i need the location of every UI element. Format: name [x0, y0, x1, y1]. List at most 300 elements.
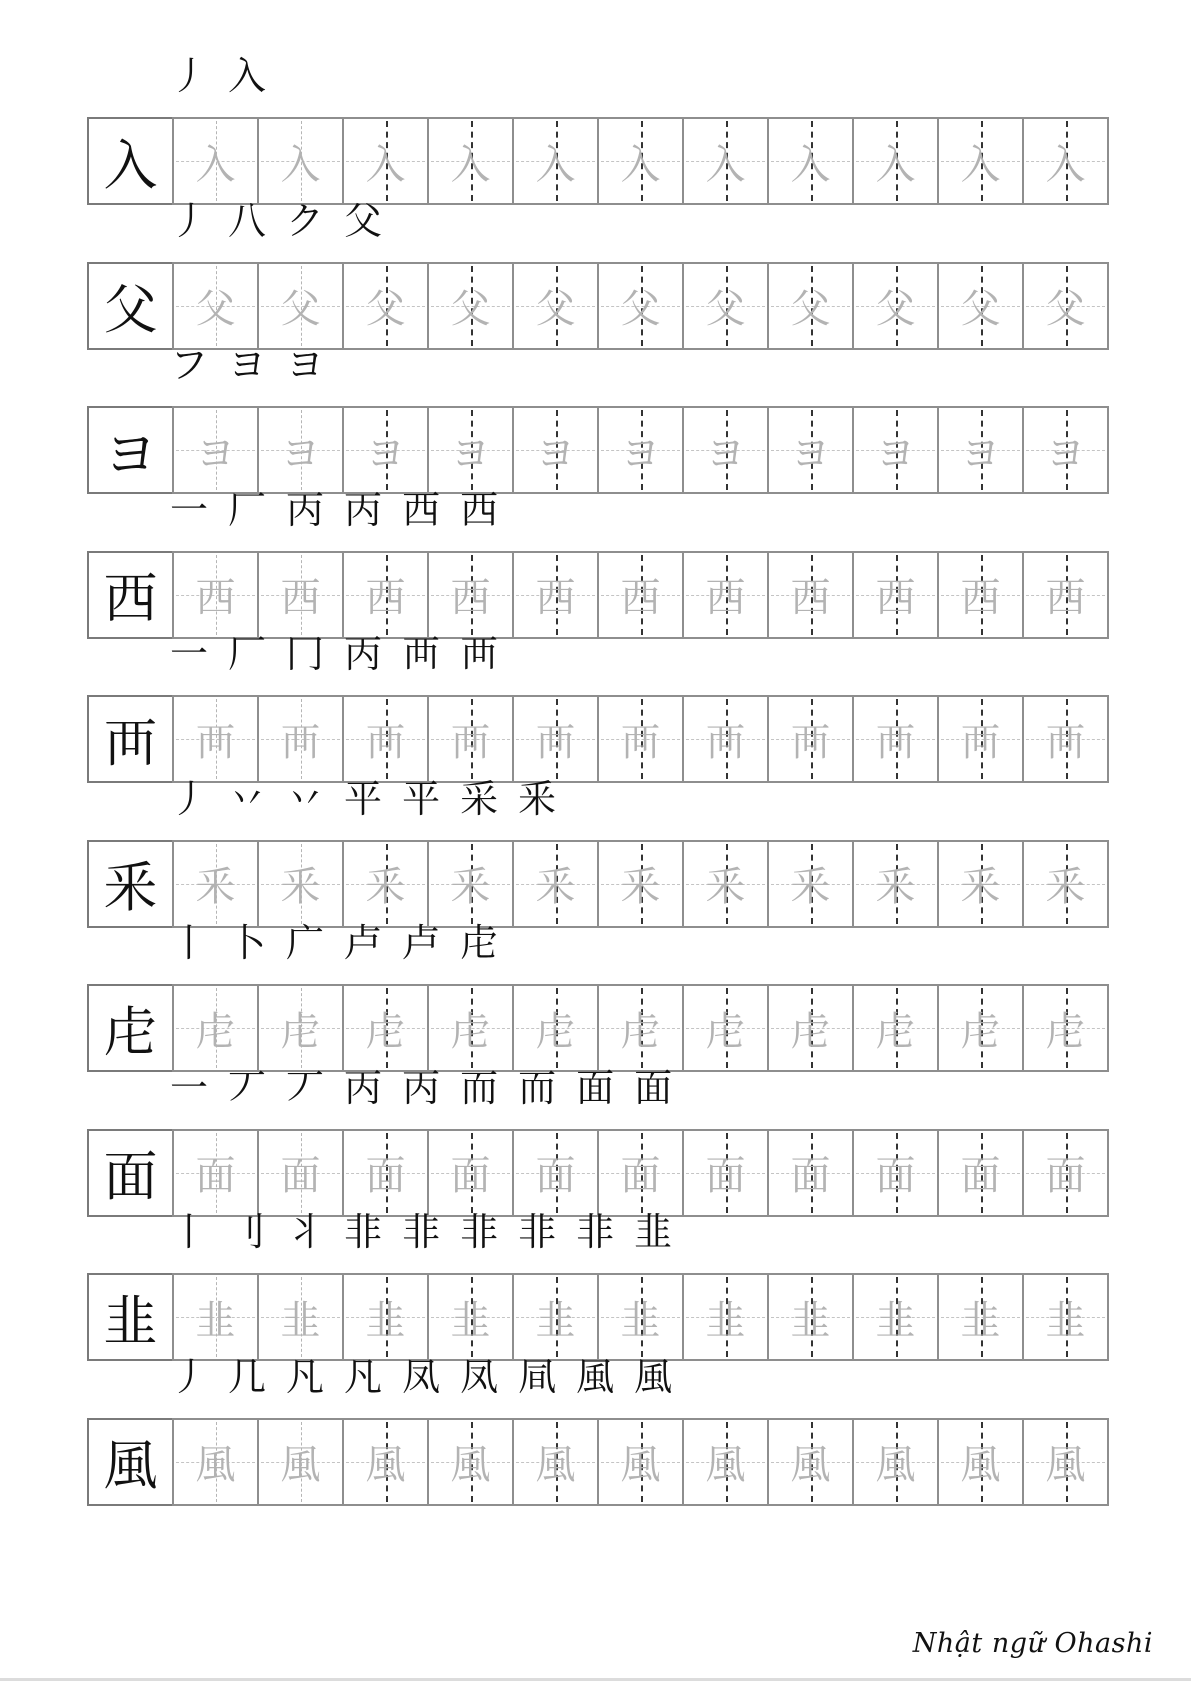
trace-cell[interactable]: [342, 1418, 429, 1506]
trace-kanji: 西: [280, 575, 321, 621]
model-kanji: 父: [103, 278, 158, 341]
trace-kanji: 風: [195, 1442, 236, 1488]
trace-kanji: 西: [1045, 575, 1086, 621]
trace-kanji: 襾: [790, 719, 831, 766]
stroke-step: 凡: [344, 1354, 383, 1399]
trace-kanji: 西: [705, 575, 746, 621]
trace-cell[interactable]: [427, 551, 514, 639]
trace-cell[interactable]: [512, 695, 599, 783]
trace-kanji: 入: [1045, 141, 1086, 188]
trace-cell[interactable]: [427, 262, 514, 350]
trace-kanji: 襾: [620, 719, 661, 766]
trace-kanji: 虍: [535, 1008, 576, 1055]
model-cell: [87, 1273, 174, 1361]
trace-kanji: 父: [195, 286, 236, 332]
trace-cell[interactable]: [172, 1273, 259, 1361]
stroke-step: 丙: [402, 1065, 441, 1110]
stroke-step: 凬: [518, 1354, 557, 1399]
trace-cell[interactable]: [512, 840, 599, 928]
trace-kanji: 風: [705, 1442, 746, 1488]
trace-cell[interactable]: [852, 840, 939, 928]
trace-kanji: 西: [790, 575, 831, 621]
stroke-order-sequence: [170, 917, 498, 969]
trace-cell[interactable]: [937, 262, 1024, 350]
trace-cell[interactable]: [257, 984, 344, 1072]
trace-kanji: 韭: [195, 1297, 236, 1344]
trace-kanji: 入: [875, 141, 916, 188]
trace-cell[interactable]: [427, 984, 514, 1072]
stroke-step: 厂: [228, 632, 267, 676]
trace-cell[interactable]: [767, 695, 854, 783]
trace-cell[interactable]: [597, 840, 684, 928]
trace-cell[interactable]: [767, 551, 854, 639]
trace-cell[interactable]: [257, 117, 344, 205]
trace-kanji: 風: [875, 1442, 916, 1488]
trace-kanji: 面: [620, 1153, 661, 1199]
trace-cell[interactable]: [172, 551, 259, 639]
trace-cell[interactable]: [937, 695, 1024, 783]
trace-cell[interactable]: [342, 1273, 429, 1361]
model-kanji: 釆: [103, 856, 158, 919]
trace-cell[interactable]: [257, 1129, 344, 1217]
trace-kanji: 父: [450, 286, 491, 332]
trace-cell[interactable]: [767, 262, 854, 350]
stroke-order-sequence: [170, 195, 382, 247]
trace-cell[interactable]: [767, 1129, 854, 1217]
trace-cell[interactable]: [427, 1418, 514, 1506]
trace-cell[interactable]: [257, 406, 344, 494]
trace-cell[interactable]: [257, 1273, 344, 1361]
trace-cell[interactable]: [852, 117, 939, 205]
trace-cell[interactable]: [172, 840, 259, 928]
trace-kanji: 釆: [450, 864, 491, 910]
practice-block: [0, 339, 1191, 494]
trace-cell[interactable]: [852, 1129, 939, 1217]
trace-kanji: ヨ: [875, 430, 916, 477]
trace-kanji: 面: [790, 1153, 831, 1199]
trace-cell[interactable]: [427, 406, 514, 494]
model-cell: [87, 695, 174, 783]
trace-cell[interactable]: [427, 117, 514, 205]
stroke-step: 卢: [402, 921, 441, 965]
trace-cell[interactable]: [852, 551, 939, 639]
trace-cell[interactable]: [597, 406, 684, 494]
trace-kanji: 風: [450, 1442, 491, 1488]
trace-cell[interactable]: [172, 117, 259, 205]
trace-kanji: 韭: [875, 1297, 916, 1344]
trace-cell[interactable]: [342, 984, 429, 1072]
stroke-order-sequence: [170, 628, 498, 680]
trace-kanji: 虍: [620, 1008, 661, 1055]
stroke-step: 非: [460, 1210, 499, 1254]
trace-kanji: 父: [1045, 286, 1086, 332]
trace-cell[interactable]: [512, 1273, 599, 1361]
stroke-step: 几: [228, 1354, 267, 1399]
trace-kanji: 風: [790, 1442, 831, 1488]
trace-cell[interactable]: [427, 1129, 514, 1217]
trace-cell[interactable]: [937, 1273, 1024, 1361]
trace-kanji: 父: [875, 286, 916, 332]
trace-kanji: 入: [195, 141, 236, 188]
trace-kanji: 父: [960, 286, 1001, 332]
stroke-step: 而: [460, 1065, 499, 1110]
trace-kanji: 虍: [790, 1008, 831, 1055]
stroke-step: 丙: [344, 1065, 383, 1110]
trace-kanji: 虍: [960, 1008, 1001, 1055]
trace-kanji: 釆: [535, 864, 576, 910]
stroke-step: 凤: [402, 1354, 441, 1399]
trace-cell[interactable]: [852, 406, 939, 494]
trace-cell[interactable]: [1022, 551, 1109, 639]
trace-cell[interactable]: [512, 117, 599, 205]
trace-kanji: 襾: [535, 719, 576, 766]
practice-block: [0, 1062, 1191, 1217]
practice-row: [87, 695, 1109, 783]
trace-cell[interactable]: [767, 840, 854, 928]
trace-cell[interactable]: [427, 695, 514, 783]
trace-cell[interactable]: [172, 695, 259, 783]
trace-cell[interactable]: [767, 984, 854, 1072]
trace-kanji: 襾: [195, 719, 236, 766]
trace-kanji: 面: [1045, 1153, 1086, 1199]
trace-cell[interactable]: [852, 1418, 939, 1506]
model-cell: [87, 406, 174, 494]
stroke-order-sequence: [170, 339, 324, 391]
trace-cell[interactable]: [172, 262, 259, 350]
trace-cell[interactable]: [597, 551, 684, 639]
trace-cell[interactable]: [937, 551, 1024, 639]
trace-cell[interactable]: [512, 551, 599, 639]
trace-cell[interactable]: [937, 1418, 1024, 1506]
practice-block: [0, 195, 1191, 350]
stroke-step: 虍: [460, 921, 499, 965]
trace-cell[interactable]: [597, 984, 684, 1072]
stroke-step: 釆: [518, 776, 557, 821]
trace-kanji: 韭: [620, 1297, 661, 1344]
trace-kanji: 釆: [1045, 864, 1086, 910]
stroke-step: 丷: [228, 776, 267, 821]
model-kanji: 韭: [103, 1289, 158, 1353]
trace-kanji: 西: [365, 575, 406, 621]
stroke-step: 丙: [344, 632, 383, 676]
trace-kanji: ヨ: [1045, 430, 1086, 477]
trace-kanji: 韭: [960, 1297, 1001, 1344]
trace-cell[interactable]: [597, 262, 684, 350]
trace-cell[interactable]: [512, 406, 599, 494]
stroke-step: 一: [170, 1065, 209, 1110]
trace-kanji: 入: [705, 141, 746, 188]
trace-cell[interactable]: [852, 695, 939, 783]
practice-block: [0, 50, 1191, 205]
trace-cell[interactable]: [257, 551, 344, 639]
practice-block: [0, 917, 1191, 1072]
stroke-step: 冂: [286, 632, 325, 676]
trace-cell[interactable]: [172, 406, 259, 494]
model-kanji: 入: [103, 133, 158, 197]
trace-cell[interactable]: [512, 1129, 599, 1217]
trace-cell[interactable]: [512, 984, 599, 1072]
trace-kanji: 風: [280, 1442, 321, 1488]
stroke-step: 丷: [286, 776, 325, 821]
model-kanji: 襾: [103, 711, 158, 775]
stroke-step: 丿: [170, 1354, 209, 1399]
trace-kanji: 韭: [705, 1297, 746, 1344]
trace-cell[interactable]: [767, 406, 854, 494]
stroke-step: 非: [344, 1210, 383, 1254]
practice-block: [0, 484, 1191, 639]
trace-kanji: 襾: [705, 719, 746, 766]
trace-cell[interactable]: [257, 840, 344, 928]
trace-kanji: 面: [875, 1153, 916, 1199]
stroke-step: 非: [402, 1210, 441, 1254]
trace-cell[interactable]: [682, 1129, 769, 1217]
trace-kanji: 入: [450, 141, 491, 188]
practice-block: [0, 773, 1191, 928]
trace-kanji: ヨ: [620, 430, 661, 477]
model-kanji: 虍: [103, 1000, 158, 1064]
stroke-step: 广: [286, 921, 325, 965]
trace-kanji: 襾: [365, 719, 406, 766]
model-cell: [87, 984, 174, 1072]
trace-kanji: 西: [195, 575, 236, 621]
trace-cell[interactable]: [682, 1273, 769, 1361]
stroke-step: 一: [170, 487, 209, 532]
trace-cell[interactable]: [342, 840, 429, 928]
trace-cell[interactable]: [682, 406, 769, 494]
trace-cell[interactable]: [1022, 406, 1109, 494]
trace-kanji: 釆: [280, 864, 321, 910]
trace-cell[interactable]: [257, 695, 344, 783]
trace-kanji: 面: [365, 1153, 406, 1199]
trace-cell[interactable]: [937, 840, 1024, 928]
stroke-order-sequence: [170, 1206, 672, 1258]
stroke-step: 刂: [228, 1210, 267, 1254]
trace-cell[interactable]: [1022, 840, 1109, 928]
practice-row: [87, 984, 1109, 1072]
trace-cell[interactable]: [342, 1129, 429, 1217]
trace-kanji: 面: [960, 1153, 1001, 1199]
stroke-order-sequence: [170, 1351, 672, 1403]
trace-cell[interactable]: [1022, 1273, 1109, 1361]
trace-cell[interactable]: [257, 1418, 344, 1506]
trace-kanji: ヨ: [960, 430, 1001, 477]
stroke-step: 風: [634, 1354, 673, 1399]
trace-kanji: 父: [365, 286, 406, 332]
page-bottom-edge: [0, 1678, 1191, 1681]
stroke-step: 丿: [170, 776, 209, 821]
trace-kanji: 虍: [875, 1008, 916, 1055]
trace-kanji: 襾: [875, 719, 916, 766]
model-cell: [87, 840, 174, 928]
stroke-step: ヨ: [228, 343, 267, 387]
trace-cell[interactable]: [257, 262, 344, 350]
stroke-step: 平: [344, 776, 383, 821]
trace-cell[interactable]: [597, 1418, 684, 1506]
trace-kanji: 虍: [280, 1008, 321, 1055]
trace-kanji: 面: [535, 1153, 576, 1199]
model-cell: [87, 117, 174, 205]
trace-cell[interactable]: [172, 1129, 259, 1217]
practice-row: [87, 406, 1109, 494]
stroke-order-sequence: [170, 1062, 672, 1114]
trace-kanji: 面: [705, 1153, 746, 1199]
stroke-step: 丙: [286, 487, 325, 532]
trace-kanji: 釆: [620, 864, 661, 910]
trace-kanji: 父: [280, 286, 321, 332]
trace-kanji: 韭: [450, 1297, 491, 1344]
trace-kanji: 入: [960, 141, 1001, 188]
stroke-step: 丨: [170, 1210, 209, 1254]
trace-kanji: 父: [535, 286, 576, 332]
practice-block: [0, 1206, 1191, 1361]
trace-cell[interactable]: [172, 984, 259, 1072]
trace-cell[interactable]: [1022, 1129, 1109, 1217]
trace-cell[interactable]: [852, 262, 939, 350]
trace-kanji: 釆: [960, 864, 1001, 910]
trace-cell[interactable]: [682, 117, 769, 205]
trace-kanji: 虍: [450, 1008, 491, 1055]
trace-cell[interactable]: [852, 984, 939, 1072]
trace-kanji: 風: [535, 1442, 576, 1488]
trace-cell[interactable]: [1022, 695, 1109, 783]
trace-kanji: ヨ: [535, 430, 576, 477]
stroke-order-sequence: [170, 773, 556, 825]
trace-kanji: 西: [450, 575, 491, 621]
trace-cell[interactable]: [342, 695, 429, 783]
trace-kanji: 西: [875, 575, 916, 621]
stroke-step: 一: [170, 632, 209, 676]
trace-cell[interactable]: [767, 1418, 854, 1506]
model-cell: [87, 551, 174, 639]
trace-cell[interactable]: [1022, 984, 1109, 1072]
trace-cell[interactable]: [1022, 262, 1109, 350]
model-cell: [87, 1418, 174, 1506]
practice-row: [87, 1273, 1109, 1361]
trace-kanji: 虍: [195, 1008, 236, 1055]
trace-cell[interactable]: [937, 984, 1024, 1072]
trace-cell[interactable]: [342, 551, 429, 639]
trace-kanji: 襾: [960, 719, 1001, 766]
stroke-step: 丿: [170, 54, 209, 98]
trace-cell[interactable]: [682, 262, 769, 350]
practice-row: [87, 1418, 1109, 1506]
trace-cell[interactable]: [342, 406, 429, 494]
trace-cell[interactable]: [427, 840, 514, 928]
trace-cell[interactable]: [597, 1273, 684, 1361]
trace-kanji: 釆: [365, 864, 406, 910]
trace-kanji: 韭: [790, 1297, 831, 1344]
trace-cell[interactable]: [852, 1273, 939, 1361]
stroke-step: 而: [518, 1065, 557, 1110]
trace-kanji: 西: [960, 575, 1001, 621]
trace-kanji: 西: [620, 575, 661, 621]
trace-cell[interactable]: [682, 695, 769, 783]
trace-cell[interactable]: [682, 551, 769, 639]
trace-cell[interactable]: [1022, 117, 1109, 205]
trace-kanji: 面: [195, 1153, 236, 1199]
stroke-step: 采: [460, 776, 499, 821]
trace-cell[interactable]: [682, 840, 769, 928]
trace-kanji: 襾: [1045, 719, 1086, 766]
stroke-step: 卢: [344, 921, 383, 965]
trace-kanji: 風: [620, 1442, 661, 1488]
trace-kanji: 釆: [195, 864, 236, 910]
model-kanji: 風: [103, 1434, 158, 1497]
practice-row: [87, 840, 1109, 928]
trace-kanji: 風: [960, 1442, 1001, 1488]
trace-kanji: 入: [790, 141, 831, 188]
trace-cell[interactable]: [597, 1129, 684, 1217]
trace-cell[interactable]: [767, 1273, 854, 1361]
model-cell: [87, 262, 174, 350]
model-kanji: 西: [103, 567, 158, 630]
stroke-step: フ: [170, 343, 209, 387]
brand-signature: Nhật ngữ Ohashi: [912, 1628, 1153, 1659]
trace-cell[interactable]: [937, 1129, 1024, 1217]
stroke-step: 非: [518, 1210, 557, 1254]
stroke-step: 面: [576, 1065, 615, 1110]
trace-cell[interactable]: [937, 406, 1024, 494]
trace-kanji: 面: [450, 1153, 491, 1199]
trace-cell[interactable]: [682, 1418, 769, 1506]
trace-cell[interactable]: [937, 117, 1024, 205]
stroke-step: 丆: [228, 1065, 267, 1110]
trace-kanji: ヨ: [365, 430, 406, 477]
trace-cell[interactable]: [172, 1418, 259, 1506]
trace-cell[interactable]: [682, 984, 769, 1072]
trace-kanji: 入: [535, 141, 576, 188]
trace-kanji: 父: [620, 286, 661, 332]
trace-kanji: ヨ: [280, 430, 321, 477]
trace-cell[interactable]: [597, 695, 684, 783]
stroke-step: 丆: [286, 1065, 325, 1110]
practice-row: [87, 1129, 1109, 1217]
trace-kanji: 韭: [280, 1297, 321, 1344]
trace-kanji: 釆: [790, 864, 831, 910]
stroke-step: 父: [344, 198, 383, 243]
trace-kanji: 襾: [450, 719, 491, 766]
stroke-step: 凤: [460, 1354, 499, 1399]
model-kanji: 面: [103, 1145, 158, 1208]
practice-block: [0, 628, 1191, 783]
trace-cell[interactable]: [767, 117, 854, 205]
trace-kanji: 入: [280, 141, 321, 188]
trace-cell[interactable]: [597, 117, 684, 205]
trace-cell[interactable]: [512, 1418, 599, 1506]
trace-kanji: 釆: [705, 864, 746, 910]
stroke-step: 入: [228, 54, 267, 98]
stroke-step: 韭: [634, 1210, 673, 1254]
stroke-step: 襾: [460, 632, 499, 676]
model-cell: [87, 1129, 174, 1217]
trace-kanji: ヨ: [195, 430, 236, 477]
trace-cell[interactable]: [342, 117, 429, 205]
stroke-step: 丬: [286, 1210, 325, 1254]
trace-kanji: ヨ: [705, 430, 746, 477]
stroke-order-sequence: [170, 50, 266, 102]
trace-cell[interactable]: [1022, 1418, 1109, 1506]
trace-cell[interactable]: [512, 262, 599, 350]
trace-kanji: 風: [365, 1442, 406, 1488]
trace-cell[interactable]: [342, 262, 429, 350]
model-kanji: ヨ: [103, 422, 158, 486]
trace-cell[interactable]: [427, 1273, 514, 1361]
stroke-step: 凡: [286, 1354, 325, 1399]
practice-row: [87, 117, 1109, 205]
stroke-step: 丿: [170, 198, 209, 243]
stroke-step: 丨: [170, 921, 209, 965]
stroke-step: 丙: [344, 487, 383, 532]
